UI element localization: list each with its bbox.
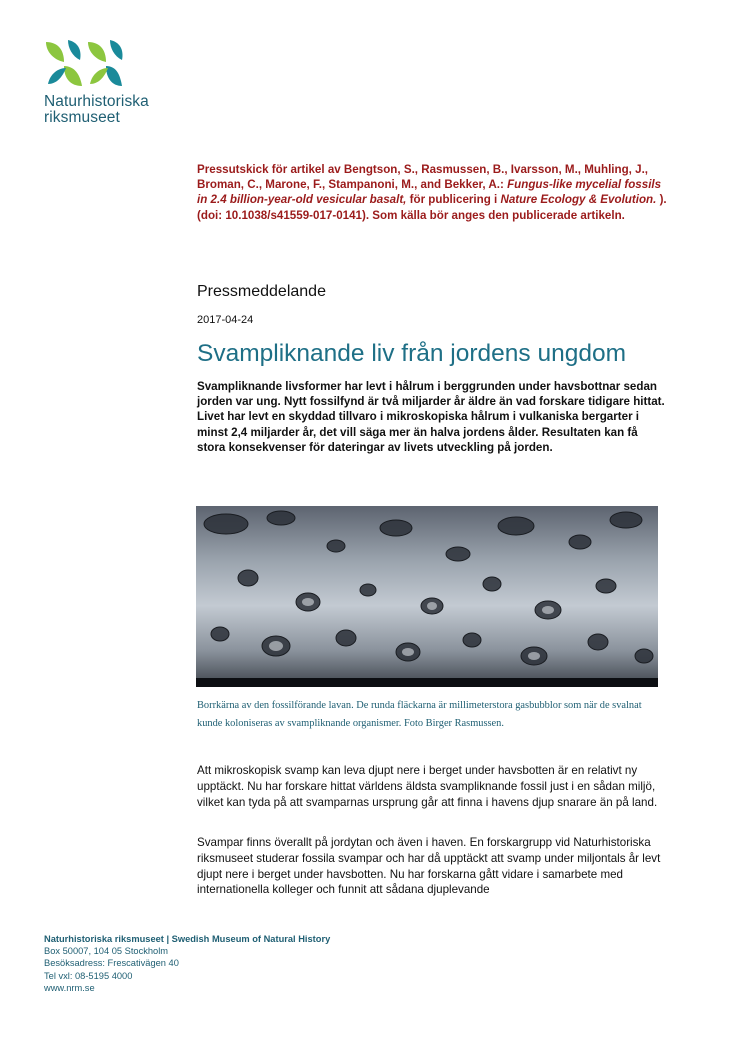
footer-organization: Naturhistoriska riksmuseet | Swedish Museum of Natural History <box>44 934 331 944</box>
press-notice <box>197 162 667 223</box>
footer-phone: Tel vxl: 08-5195 4000 <box>44 970 133 981</box>
drill-core-image <box>196 506 658 687</box>
body-paragraph-1: Att mikroskopisk svamp kan leva djupt nere i berget under havsbotten är en relativt ny upptäckt. Nu har forskare hittat världens äldsta svampliknande fossil just i en sådan miljö, vilket kan tyda på att svamparnas ursprung går att finna i havens djup snarare än på land. <box>197 764 658 809</box>
notice-text-1: Pressutskick för artikel av Bengtson, S., Rasmussen, B., Ivarsson, M., Muhling, J., Broman, C., Marone, F., Stampanoni, M., and Bekker, A.: <box>197 163 649 192</box>
logo-text-line1: Naturhistoriska <box>44 93 149 110</box>
publish-date: 2017-04-24 <box>197 314 254 326</box>
footer-address: Box 50007, 104 05 Stockholm <box>44 946 169 957</box>
body-paragraph-2: Svampar finns överallt på jordytan och även i haven. En forskargrupp vid Naturhistoriska riksmuseet studerar fossila svampar och har då upptäckt att svamp under miljontals år levt djupt nere i berget under havsbotten. Nu har forskarna gått vidare i samarbete med internationella kolleger och funnit att sådana djuplevande <box>197 836 661 897</box>
notice-journal: Nature Ecology & Evolution. <box>500 193 657 207</box>
page-title: Svampliknande liv från jordens ungdom <box>197 340 626 367</box>
logo-text-line2: riksmuseet <box>44 109 120 126</box>
museum-logo-mark-icon <box>44 38 124 90</box>
footer-website-link[interactable]: www.nrm.se <box>44 982 95 993</box>
footer-visiting-address: Besöksadress: Frescativägen 40 <box>44 958 179 969</box>
photo-caption: Borrkärna av den fossilförande lavan. De runda fläckarna är millimeterstora gasbubblor som när de svalnat kunde koloniseras av svampliknande organismer. Foto Birger Rasmussen. <box>197 700 642 729</box>
museum-logo <box>44 38 174 126</box>
lead-paragraph: Svampliknande livsformer har levt i hålrum i berggrunden under havsbottnar sedan jorden var ung. Nytt fossilfynd är två miljarder år äldre än vad forskare tidigare hittat. Livet har levt en skyddad tillvaro i mikroskopiska hålrum i vulkaniska bergarter i minst 2,4 miljarder år, det vill säga mer än halva jordens ålder. Resultaten kan få stora konsekvenser för dateringar av livets utveckling på jorden. <box>197 380 665 454</box>
notice-article-title: Fungus-like mycelial fossils in 2.4 billion-year-old vesicular basalt, <box>197 178 662 207</box>
document-type: Pressmeddelande <box>197 283 326 300</box>
notice-text-3: ). (doi: 10.1038/s41559-017-0141). Som källa bör anges den publicerade artikeln. <box>197 193 667 222</box>
notice-text-2: för publicering i <box>406 193 501 207</box>
drill-core-photo <box>196 506 658 687</box>
page-footer <box>44 933 330 994</box>
